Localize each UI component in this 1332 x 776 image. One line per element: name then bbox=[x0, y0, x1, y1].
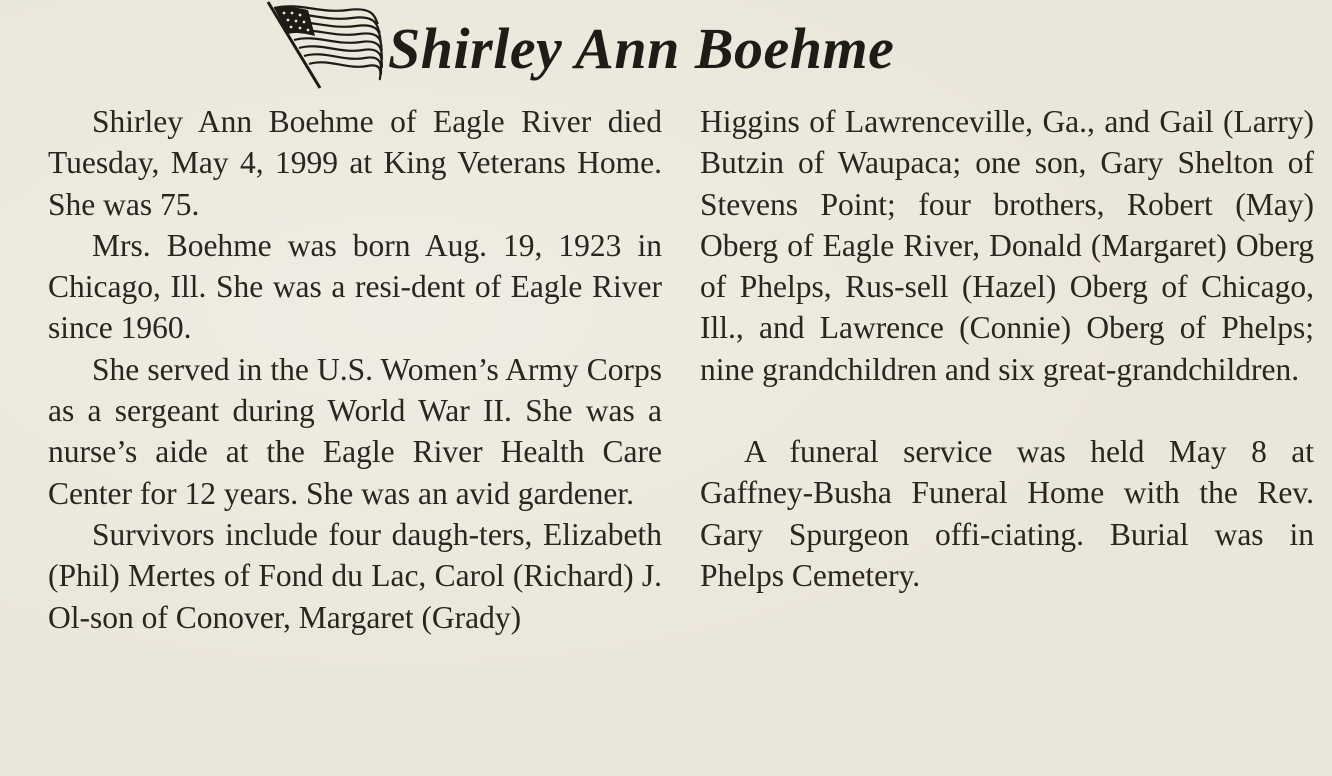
paragraph-survivors-continued: Higgins of Lawrenceville, Ga., and Gail (Larry) Butzin of Waupaca; one son, Gary Shelton of Stevens Point; four brothers, Robert (May) Oberg of Eagle River, Donald (Margaret) Oberg of Phelps, Rus-sell (Hazel) Oberg of Chicago, Ill., and Lawrence (Connie) Oberg of Phelps; nine grandchildren and six great-grandchildren. bbox=[700, 104, 1314, 387]
paragraph-survivors: Survivors include four daugh-ters, Elizabeth (Phil) Mertes of Fond du Lac, Carol (Richard) J. Ol-son of Conover, Margaret (Grady) bbox=[48, 516, 662, 635]
obituary-title: Shirley Ann Boehme bbox=[388, 16, 895, 81]
obituary-header bbox=[260, 0, 1060, 96]
paragraph-funeral: A funeral service was held May 8 at Gaffney-Busha Funeral Home with the Rev. Gary Spurgeon offi-ciating. Burial was in Phelps Cemetery. bbox=[700, 434, 1314, 593]
american-flag-icon bbox=[260, 0, 385, 92]
paragraph-career: She served in the U.S. Women’s Army Corps as a sergeant during World War II. She was a nurse’s aide at the Eagle River Health Care Center for 12 years. She was an avid gardener. bbox=[48, 351, 662, 511]
right-column bbox=[700, 101, 1314, 596]
left-column bbox=[48, 101, 662, 638]
paragraph-death-notice: Shirley Ann Boehme of Eagle River died Tuesday, May 4, 1999 at King Veterans Home. She was 75. bbox=[48, 104, 662, 222]
paragraph-birth: Mrs. Boehme was born Aug. 19, 1923 in Chicago, Ill. She was a resi-dent of Eagle River since 1960. bbox=[48, 227, 662, 346]
